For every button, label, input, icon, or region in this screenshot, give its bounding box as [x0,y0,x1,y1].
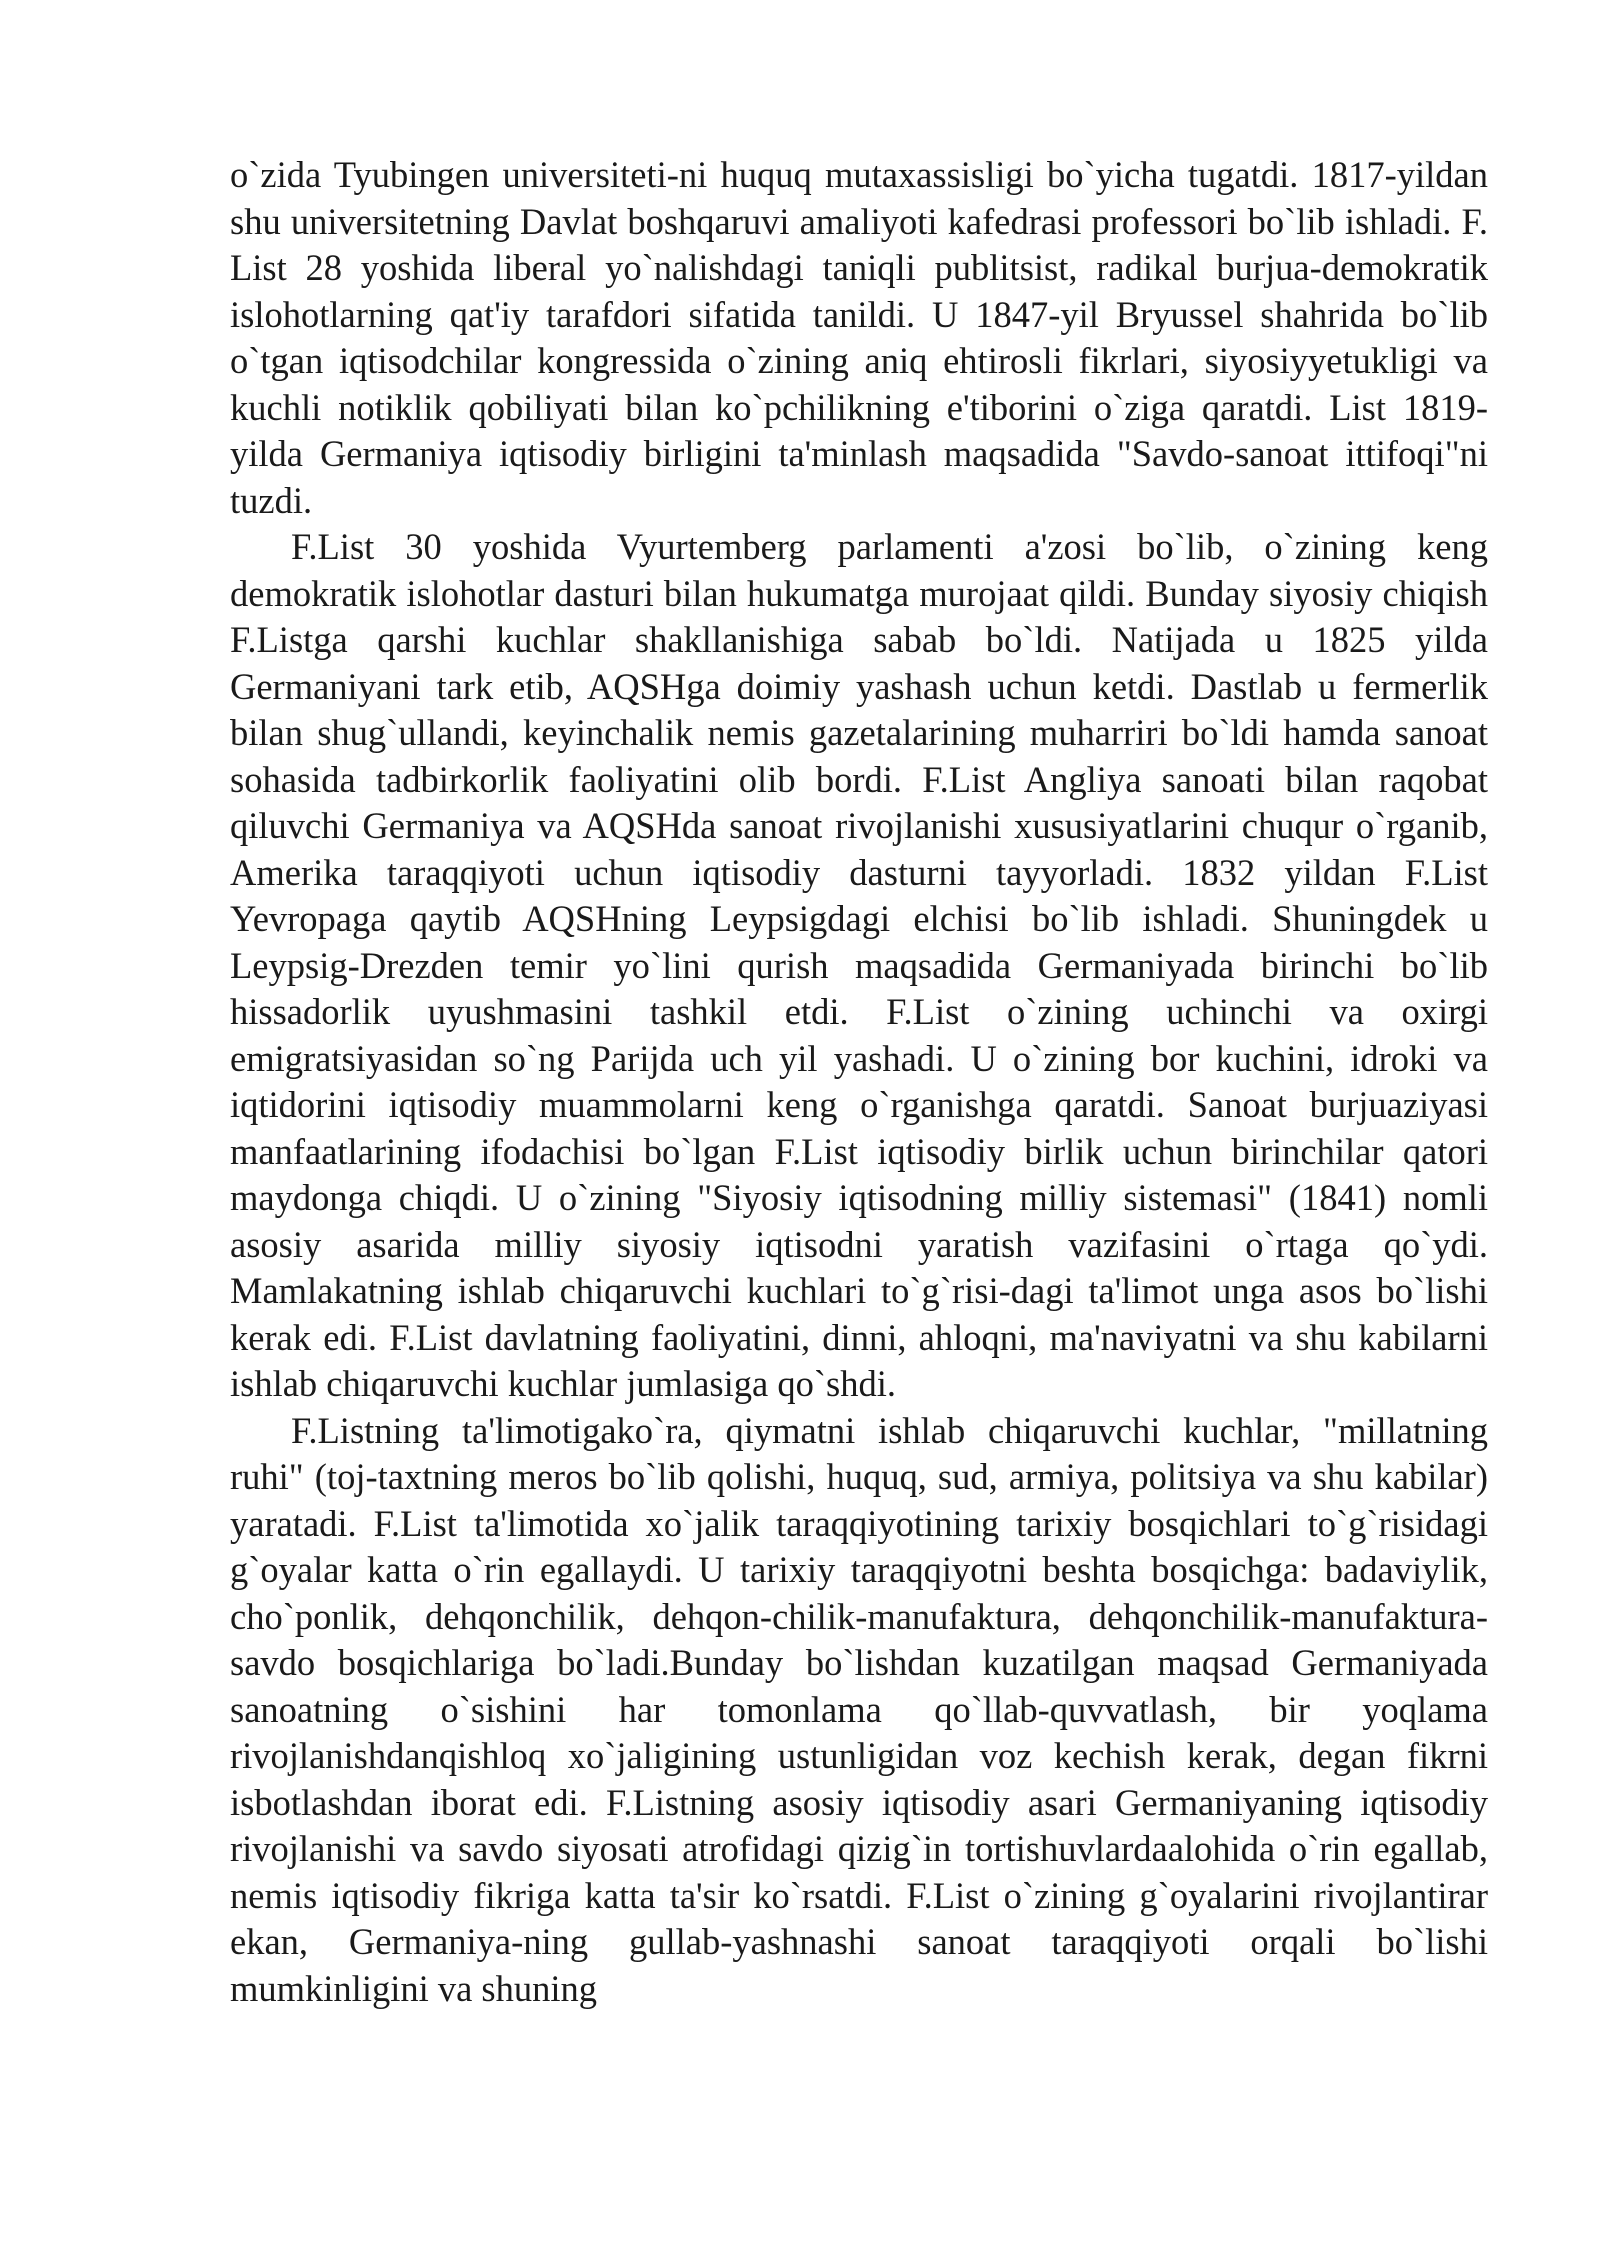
document-page [230,152,1488,2012]
body-paragraph-3: F.Listning ta'limotigako`ra, qiymatni ishlab chiqaruvchi kuchlar, "millatning ruhi" (toj-taxtning meros bo`lib qolishi, huquq, sud, armiya, politsiya va shu kabilar) yaratadi. F.List ta'limotida xo`jalik taraqqiyotining tarixiy bosqichlari to`g`risidagi g`oyalar katta o`rin egallaydi. U tarixiy taraqqiyotni beshta bosqichga: badaviylik, cho`ponlik, dehqonchilik, dehqon-chilik-manufaktura, dehqonchilik-manufaktura-savdo bosqichlariga bo`ladi.Bunday bo`lishdan kuzatilgan maqsad Germaniyada sanoatning o`sishini har tomonlama qo`llab-quvvatlash, bir yoqlama rivojlanishdanqishloq xo`jaligining ustunligidan voz kechish kerak, degan fikrni isbotlashdan iborat edi. F.Listning asosiy iqtisodiy asari Germaniyaning iqtisodiy rivojlanishi va savdo siyosati atrofidagi qizig`in tortishuvlardaalohida o`rin egallab, nemis iqtisodiy fikriga katta ta'sir ko`rsatdi. F.List o`zining g`oyalarini rivojlantirar ekan, Germaniya-ning gullab-yashnashi sanoat taraqqiyoti orqali bo`lishi mumkinligini va shuning [230,1409,1488,2009]
body-paragraph-2: F.List 30 yoshida Vyurtemberg parlamenti a'zosi bo`lib, o`zining keng demokratik islohotlar dasturi bilan hukumatga murojaat qildi. Bunday siyosiy chiqish F.Listga qarshi kuchlar shakllanishiga sabab bo`ldi. Natijada u 1825 yilda Germaniyani tark etib, AQSHga doimiy yashash uchun ketdi. Dastlab u fermerlik bilan shug`ullandi, keyinchalik nemis gazetalarining muharriri bo`ldi hamda sanoat sohasida tadbirkorlik faoliyatini olib bordi. F.List Angliya sanoati bilan raqobat qiluvchi Germaniya va AQSHda sanoat rivojlanishi xususiyatlarini chuqur o`rganib, Amerika taraqqiyoti uchun iqtisodiy dasturni tayyorladi. 1832 yildan F.List Yevropaga qaytib AQSHning Leypsigdagi elchisi bo`lib ishladi. Shuningdek u Leypsig-Drezden temir yo`lini qurish maqsadida Germaniyada birinchi bo`lib hissadorlik uyushmasini tashkil etdi. F.List o`zining uchinchi va oxirgi emigratsiyasidan so`ng Parijda uch yil yashadi. U o`zining bor kuchini, idroki va iqtidorini iqtisodiy muammolarni keng o`rganishga qaratdi. Sanoat burjuaziyasi manfaatlarining ifodachisi bo`lgan F.List iqtisodiy birlik uchun birinchilar qatori maydonga chiqdi. U o`zining "Siyosiy iqtisodning milliy sistemasi" (1841) nomli asosiy asarida milliy siyosiy iqtisodni yaratish vazifasini o`rtaga qo`ydi. Mamlakatning ishlab chiqaruvchi kuchlari to`g`risi-dagi ta'limot unga asos bo`lishi kerak edi. F.List davlatning faoliyatini, dinni, ahloqni, ma'naviyatni va shu kabilarni ishlab chiqaruvchi kuchlar jumlasiga qo`shdi. [230,526,1488,1404]
body-paragraph-1: o`zida Tyubingen universiteti-ni huquq mutaxassisligi bo`yicha tugatdi. 1817-yildan shu universitetning Davlat boshqaruvi amaliyoti kafedrasi professori bo`lib ishladi. F. List 28 yoshida liberal yo`nalishdagi taniqli publitsist, radikal burjua-demokratik islohotlarning qat'iy tarafdori sifatida tanildi. U 1847-yil Bryussel shahrida bo`lib o`tgan iqtisodchilar kongressida o`zining aniq ehtirosli fikrlari, siyosiyyetukligi va kuchli notiklik qobiliyati bilan ko`pchilikning e'tiborini o`ziga qaratdi. List 1819-yilda Germaniya iqtisodiy birligini ta'minlash maqsadida "Savdo-sanoat ittifoqi"ni tuzdi. [230,154,1488,521]
